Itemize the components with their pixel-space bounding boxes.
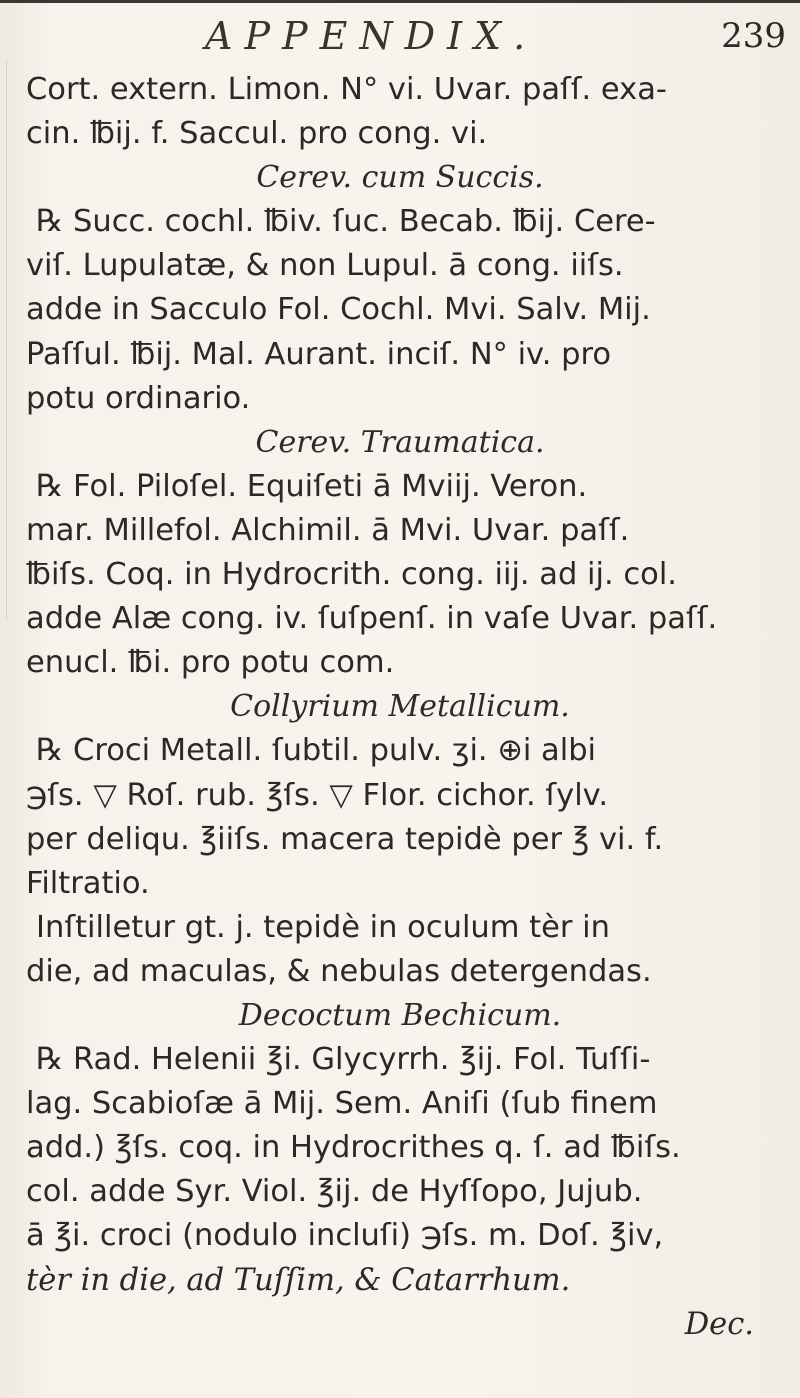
text-line: cin. ℔ij. f. Saccul. pro cong. vi. bbox=[26, 116, 488, 152]
text-line: lag. Scabioſæ ā Mij. Sem. Aniſi (ſub finem bbox=[26, 1086, 658, 1122]
text-line: ā ℥i. croci (nodulo incluſi) ℈ſs. m. Doſ. ℥iv, bbox=[26, 1218, 664, 1254]
text-line: potu ordinario. bbox=[26, 380, 251, 416]
text-line: ℔iſs. Coq. in Hydrocrith. cong. iij. ad ij. col. bbox=[26, 557, 677, 593]
text-line: enucl. ℔i. pro potu com. bbox=[26, 645, 395, 681]
text-line: ℞ Croci Metall. ſubtil. pulv. ʒi. ⊕i albi bbox=[36, 733, 597, 769]
section-heading: Collyrium Metallicum. bbox=[230, 689, 570, 725]
section-heading: Decoctum Bechicum. bbox=[238, 997, 562, 1033]
gutter-shadow bbox=[6, 60, 7, 620]
running-head: APPENDIX. bbox=[205, 14, 538, 58]
text-line: Inſtilletur gt. j. tepidè in oculum tèr in bbox=[36, 909, 610, 945]
text-line: ℈ſs. ▽ Roſ. rub. ℥ſs. ▽ Flor. cichor. ſylv. bbox=[26, 777, 609, 813]
text-line: Cort. extern. Limon. N° vi. Uvar. paſſ. exa- bbox=[26, 72, 667, 107]
top-rule bbox=[0, 0, 800, 3]
text-line: Paſſul. ℔ij. Mal. Aurant. inciſ. N° iv. pro bbox=[26, 336, 612, 372]
page-number: 239 bbox=[721, 16, 786, 56]
text-line: mar. Millefol. Alchimil. ā Mvi. Uvar. paſſ. bbox=[26, 512, 630, 548]
text-line: die, ad maculas, & nebulas detergendas. bbox=[26, 953, 652, 989]
section-heading: Cerev. cum Succis. bbox=[256, 160, 544, 196]
text-line: per deliqu. ℥iiſs. macera tepidè per ℥ vi. f. bbox=[26, 821, 664, 857]
text-line: ℞ Succ. cochl. ℔iv. ſuc. Becab. ℔ij. Cere- bbox=[36, 204, 656, 240]
text-line: viſ. Lupulatæ, & non Lupul. ā cong. iiſs. bbox=[26, 248, 624, 284]
text-line: ℞ Rad. Helenii ℥i. Glycyrrh. ℥ij. Fol. Tuſſi- bbox=[36, 1042, 651, 1078]
text-line: ℞ Fol. Piloſel. Equiſeti ā Mviij. Veron. bbox=[36, 468, 588, 504]
section-heading: Cerev. Traumatica. bbox=[255, 424, 545, 460]
catchword: Dec. bbox=[684, 1306, 754, 1342]
page-header bbox=[0, 6, 800, 66]
body-text bbox=[26, 68, 774, 1347]
text-line: add.) ℥ſs. coq. in Hydrocrithes q. ſ. ad ℔iſs. bbox=[26, 1130, 681, 1166]
text-line: adde Alæ cong. iv. ſuſpenſ. in vaſe Uvar. paſſ. bbox=[26, 601, 718, 637]
text-line: tèr in die, ad Tuſſim, & Catarrhum. bbox=[26, 1262, 571, 1298]
text-line: Filtratio. bbox=[26, 865, 150, 901]
text-line: col. adde Syr. Viol. ℥ij. de Hyſſopo, Jujub. bbox=[26, 1174, 643, 1210]
text-line: adde in Sacculo Fol. Cochl. Mvi. Salv. Mij. bbox=[26, 292, 651, 328]
